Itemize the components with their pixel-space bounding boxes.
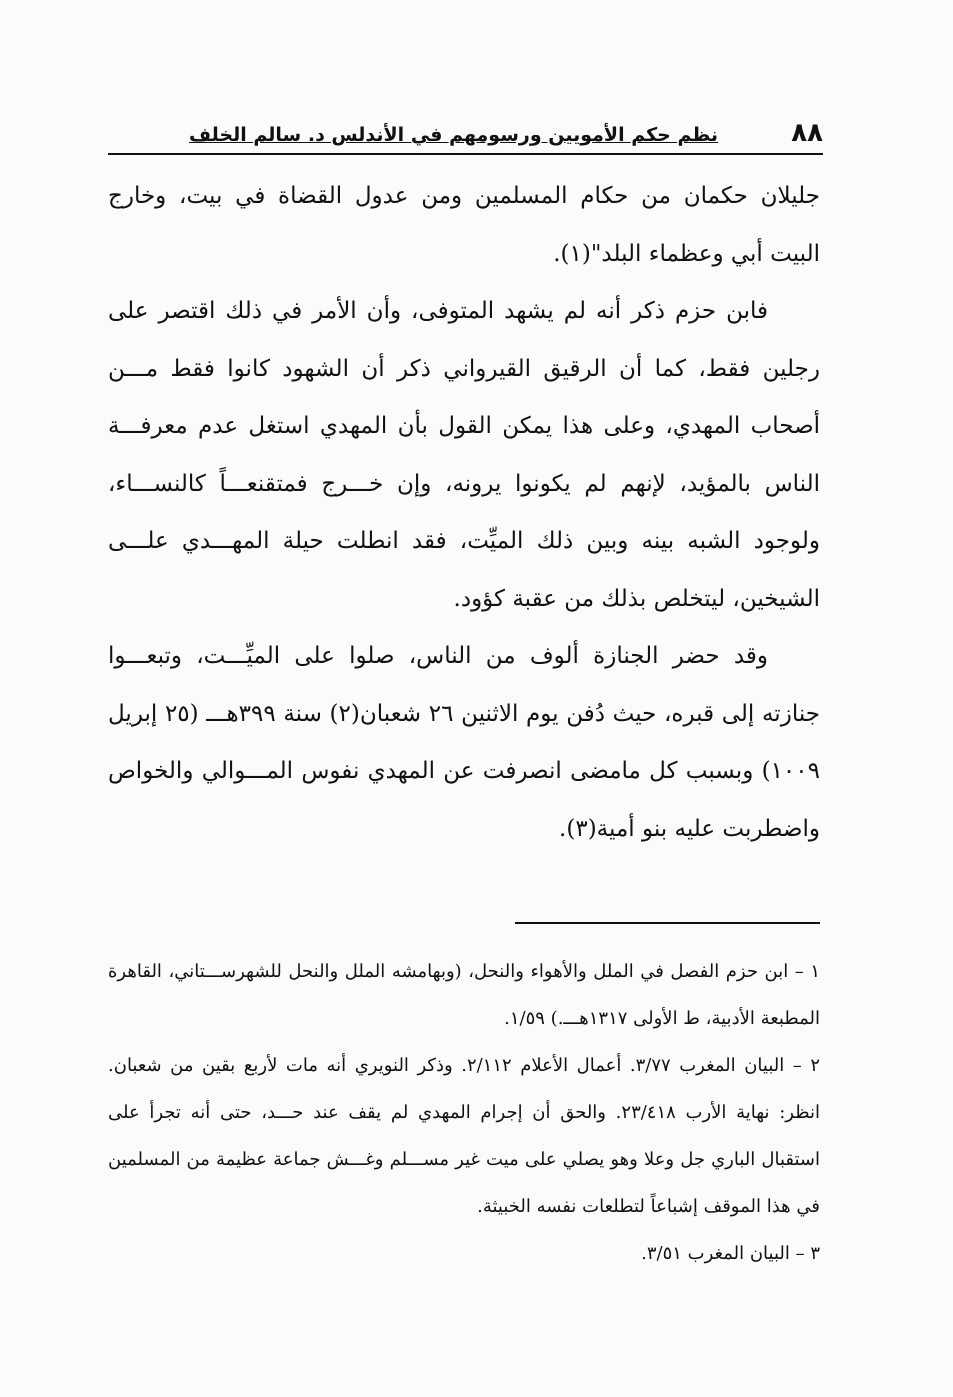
paragraph: جليلان حكمان من حكام المسلمين ومن عدول القضاة في بيت، وخارج البيت أبي وعظماء البلد"(١). bbox=[108, 183, 820, 267]
body-text bbox=[108, 168, 820, 858]
footnote-separator bbox=[515, 922, 820, 924]
footnotes bbox=[108, 948, 820, 1277]
paragraph: فابن حزم ذكر أنه لم يشهد المتوفى، وأن الأمر في ذلك اقتصر على رجلين فقط، كما أن الرقيق القيرواني ذكر أن الشهود كانوا فقط مـــن أصحاب المهدي، وعلى هذا يمكن القول بأن المهدي استغل عدم معرفـــة الناس بالمؤيد، لإنهم لم يكونوا يرونه، وإن خـــرج فمتقنعـــاً كالنســـاء، ولوجود الشبه بينه وبين ذلك الميِّت، فقد انطلت حيلة المهـــدي علـــى الشيخين، ليتخلص بذلك من عقبة كؤود. bbox=[108, 298, 820, 612]
running-title: نظم حكم الأمويين ورسومهم في الأندلس د. سالم الخلف bbox=[189, 124, 718, 146]
footnote: ١ – ابن حزم الفصل في الملل والأهواء والنحل، (وبهامشه الملل والنحل للشهرســـتاني، القاهرة المطبعة الأدبية، ط الأولى ١٣١٧هـــ.) ١/٥٩. bbox=[108, 961, 820, 1029]
footnote: ٢ – البيان المغرب ٣/٧٧. أعمال الأعلام ٢/١١٢. وذكر النويري أنه مات لأربع بقين من شعبان. انظر: نهاية الأرب ٢٣/٤١٨. والحق أن إجرام المهدي لم يقف عند حـــد، حتى أنه تجرأ على استقبال الباري جل وعلا وهو يصلي على ميت غير مســـلم وغـــش جماعة عظيمة من المسلمين في هذا الموقف إشباعاً لتطلعات نفسه الخبيثة. bbox=[108, 1055, 820, 1217]
paragraph: وقد حضر الجنازة ألوف من الناس، صلوا على الميِّـــت، وتبعـــوا جنازته إلى قبره، حيث دُفن يوم الاثنين ٢٦ شعبان(٢) سنة ٣٩٩هـــ (٢٥ إبريل ١٠٠٩) وبسبب كل مامضى انصرفت عن المهدي نفوس المـــوالي والخواص واضطربت عليه بنو أمية(٣). bbox=[108, 643, 820, 842]
footnote: ٣ – البيان المغرب ٣/٥١. bbox=[641, 1243, 820, 1264]
page-number: ٨٨ bbox=[791, 118, 823, 148]
header-rule bbox=[108, 153, 823, 155]
page-header bbox=[108, 118, 823, 156]
